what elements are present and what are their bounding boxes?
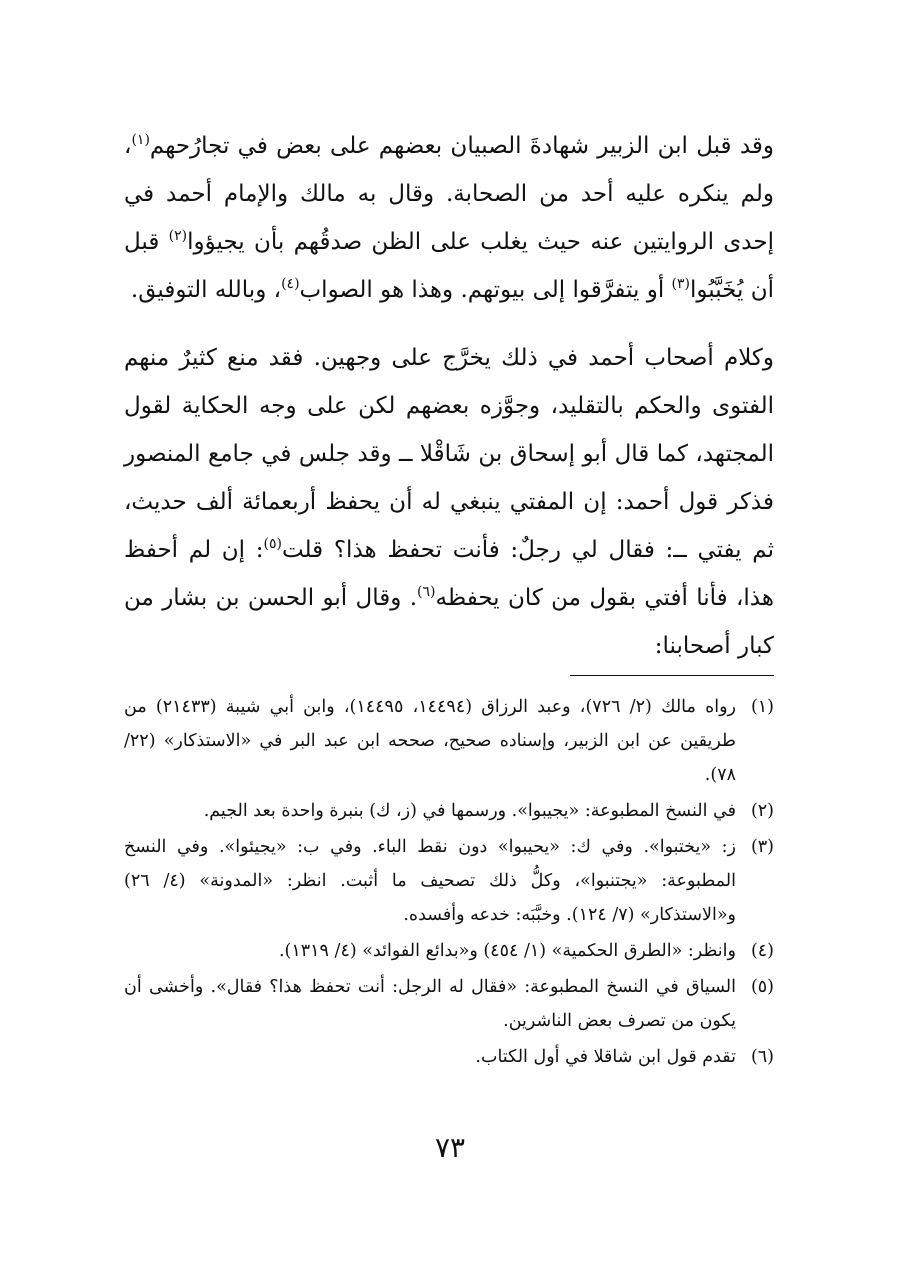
text-run: ، وبالله التوفيق. xyxy=(130,277,282,303)
footnote-ref-6[interactable]: (٦) xyxy=(417,584,436,600)
text-run: أو يتفرَّقوا إلى بيوتهم. وهذا هو الصواب xyxy=(299,277,672,303)
paragraph-2 xyxy=(124,334,774,670)
footnote-ref-3[interactable]: (٣) xyxy=(671,276,690,292)
footnote-4 xyxy=(124,934,774,968)
footnote-ref-2[interactable]: (٢) xyxy=(168,228,188,244)
footnote-text: ز: «يختبوا». وفي ك: «يحيبوا» دون نقط الباء. وفي ب: «يجيئوا». وفي النسخ المطبوعة: «يجتنبوا»، وكلُّ ذلك تصحيف ما أثبت. انظر: «المدونة» (٤/ ٢٦) و«الاستذكار» (٧/ ١٢٤). وخبَّبَه: خدعه وأفسده. xyxy=(124,837,736,925)
footnote-divider xyxy=(570,675,774,676)
footnote-text: رواه مالك (٢/ ٧٢٦)، وعبد الرزاق (١٤٤٩٤، ١٤٤٩٥)، وابن أبي شيبة (٢١٤٣٣) من طريقين عن ابن الزبير، وإسناده صحيح، صححه ابن عبد البر في «الاستذكار» (٢٢/ ٧٨). xyxy=(124,697,737,785)
footnote-text: وانظر: «الطرق الحكمية» (١/ ٤٥٤) و«بدائع الفوائد» (٤/ ١٣١٩). xyxy=(278,941,736,961)
footnote-number: (٥) xyxy=(750,977,774,997)
text-run: وقد قبل ابن الزبير شهادةَ الصبيان بعضهم على بعض في تجارُحهم xyxy=(149,133,774,159)
footnote-1 xyxy=(124,690,774,792)
footnote-text: السياق في النسخ المطبوعة: «فقال له الرجل: أنت تحفظ هذا؟ فقال». وأخشى أن يكون من تصرف بعض الناشرين. xyxy=(124,977,736,1031)
text-run: . وقال أبو الحسن بن بشار من كبار أصحابنا: xyxy=(124,585,774,659)
footnote-number: (٢) xyxy=(750,801,774,821)
footnote-number: (١) xyxy=(750,697,774,717)
footnote-5 xyxy=(124,970,774,1038)
footnote-number: (٣) xyxy=(750,837,774,857)
main-text xyxy=(124,122,774,670)
text-run: ، ولم ينكره عليه أحد من الصحابة. وقال به مالك والإمام أحمد في إحدى الروايتين عنه حيث يغلب على الظن صدقُهم بأن يجيؤوا xyxy=(124,133,774,255)
footnote-text: تقدم قول ابن شاقلا في أول الكتاب. xyxy=(475,1047,736,1067)
footnote-number: (٦) xyxy=(750,1047,774,1067)
text-run: وكلام أصحاب أحمد في ذلك يخرَّج على وجهين. فقد منع كثيرٌ منهم الفتوى والحكم بالتقليد، وجوَّزه بعضهم لكن على وجه الحكاية لقول المجتهد، كما قال أبو إسحاق بن شَاقْلا ــ وقد جلس في جامع المنصور فذكر قول أحمد: إن المفتي ينبغي له أن يحفظ أربعمائة ألف حديث، ثم يفتي ــ: فقال لي رجلٌ: فأنت تحفظ هذا؟ قلت xyxy=(124,345,774,563)
text-run: قبل أن يُخَبَّبُوا xyxy=(124,229,774,303)
footnotes xyxy=(124,690,774,1076)
text-run: : إن لم أحفظ هذا، فأنا أفتي بقول من كان يحفظه xyxy=(124,537,774,611)
footnote-ref-4[interactable]: (٤) xyxy=(281,276,300,292)
footnote-3 xyxy=(124,830,774,932)
footnote-text: في النسخ المطبوعة: «يجيبوا». ورسمها في (ز، ك) بنبرة واحدة بعد الجيم. xyxy=(203,801,736,821)
footnote-ref-5[interactable]: (٥) xyxy=(263,536,282,552)
footnote-6 xyxy=(124,1040,774,1074)
page-number: ٧٣ xyxy=(434,1131,466,1164)
footnote-2 xyxy=(124,794,774,828)
footnote-number: (٤) xyxy=(750,941,774,961)
paragraph-1 xyxy=(124,122,774,314)
footnote-ref-1[interactable]: (١) xyxy=(131,132,150,148)
